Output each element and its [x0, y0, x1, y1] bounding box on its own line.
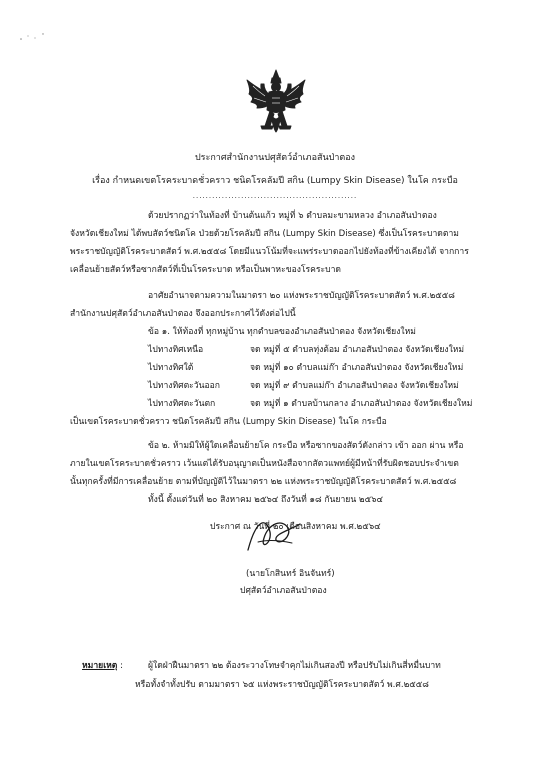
- garuda-emblem-icon: [243, 68, 309, 136]
- boundary-west-detail: จด หมู่ที่ ๑ ตำบลบ้านกลาง อำเภอสันป่าตอง จังหวัดเชียงใหม่: [250, 399, 473, 409]
- boundary-north-direction: ไปทางทิศเหนือ: [148, 345, 204, 355]
- note-line-2: หรือทั้งจำทั้งปรับ ตามมาตรา ๖๕ แห่งพระราชบัญญัติโรคระบาดสัตว์ พ.ศ.๒๕๕๘: [135, 680, 429, 690]
- preamble-line-2: จังหวัดเชียงใหม่ ได้พบสัตว์ชนิดโค ป่วยด้วยโรคลัมปี สกิน (Lumpy Skin Disease) ซึ่งเป็นโรคระบาดตาม: [70, 229, 459, 239]
- preamble-line-3: พระราชบัญญัติโรคระบาดสัตว์ พ.ศ.๒๕๕๘ โดยมีแนวโน้มที่จะแพร่ระบาดออกไปยังท้องที่ข้างเคียงได้ จากการ: [70, 247, 469, 257]
- clause-1-intro: ข้อ ๑. ให้ท้องที่ ทุกหมู่บ้าน ทุกตำบลของอำเภอสันป่าตอง จังหวัดเชียงใหม่: [148, 327, 416, 337]
- boundary-south-direction: ไปทางทิศใต้: [148, 363, 194, 373]
- announcement-date: ประกาศ ณ วันที่ ๒๐ เดือนสิงหาคม พ.ศ.๒๕๖๔: [210, 522, 381, 532]
- signatory-name: (นายโกสินทร์ อินจันทร์): [246, 569, 335, 579]
- effective-period: ทั้งนี้ ตั้งแต่วันที่ ๒๐ สิงหาคม ๒๕๖๔ ถึงวันที่ ๑๘ กันยายน ๒๕๖๔: [148, 495, 384, 505]
- announcement-agency: ประกาศสำนักงานปศุสัตว์อำเภอสันป่าตอง: [194, 153, 356, 163]
- preamble-line-1: ด้วยปรากฏว่าในท้องที่ บ้านต้นแก้ว หมู่ที่ ๖ ตำบลมะขามหลวง อำเภอสันป่าตอง: [148, 211, 437, 221]
- boundary-east-detail: จด หมู่ที่ ๙ ตำบลแม่ก๊า อำเภอสันป่าตอง จังหวัดเชียงใหม่: [250, 381, 459, 391]
- preamble-line-4: เคลื่อนย้ายสัตว์หรือซากสัตว์ที่เป็นโรคระบาด หรือเป็นพาหะของโรคระบาด: [70, 265, 342, 275]
- note-label-row: [82, 661, 123, 672]
- clause-2-line-3: นั้นทุกครั้งที่มีการเคลื่อนย้าย ตามที่บัญญัติไว้ในมาตรา ๒๒ แห่งพระราชบัญญัติโรคระบาดสัตว์ พ.ศ.๒๕๕๘: [70, 477, 457, 487]
- handwritten-signature: [230, 510, 310, 560]
- clause-2-line-2: ภายในเขตโรคระบาดชั่วคราว เว้นแต่ได้รับอนุญาตเป็นหนังสือจากสัตวแพทย์ผู้มีหน้าที่รับผิดชอบประจำเขต: [70, 459, 459, 469]
- note-label: หมายเหตุ: [82, 661, 118, 671]
- boundary-south-detail: จด หมู่ที่ ๑๐ ตำบลแม่ก๊า อำเภอสันป่าตอง จังหวัดเชียงใหม่: [250, 363, 464, 373]
- signatory-title: ปศุสัตว์อำเภอสันป่าตอง: [240, 586, 327, 596]
- boundary-east-direction: ไปทางทิศตะวันออก: [148, 381, 221, 391]
- scan-specks: [18, 30, 58, 44]
- note-colon: :: [117, 661, 124, 671]
- announcement-subject: เรื่อง กำหนดเขตโรคระบาดชั่วคราว ชนิดโรคลัมปี สกิน (Lumpy Skin Disease) ในโค กระบือ: [92, 176, 458, 186]
- boundary-north-detail: จด หมู่ที่ ๕ ตำบลทุ่งต้อม อำเภอสันป่าตอง จังหวัดเชียงใหม่: [250, 345, 465, 355]
- authority-line-2: สำนักงานปศุสัตว์อำเภอสันป่าตอง จึงออกประกาศไว้ดังต่อไปนี้: [70, 309, 296, 319]
- clause-2-line-1: ข้อ ๒. ห้ามมิให้ผู้ใดเคลื่อนย้ายโค กระบือ หรือซากของสัตว์ดังกล่าว เข้า ออก ผ่าน หรือ: [148, 441, 464, 451]
- authority-line-1: อาศัยอำนาจตามความในมาตรา ๒๐ แห่งพระราชบัญญัติโรคระบาดสัตว์ พ.ศ.๒๕๕๘: [148, 291, 455, 301]
- note-line-1: ผู้ใดฝ่าฝืนมาตรา ๒๒ ต้องระวางโทษจำคุกไม่เกินสองปี หรือปรับไม่เกินสี่หมื่นบาท: [148, 661, 441, 671]
- clause-1-end: เป็นเขตโรคระบาดชั่วคราว ชนิดโรคลัมปี สกิน (Lumpy Skin Disease) ในโค กระบือ: [70, 417, 387, 427]
- boundary-west-direction: ไปทางทิศตะวันตก: [148, 399, 216, 409]
- header-separator: ...................................................: [192, 192, 358, 200]
